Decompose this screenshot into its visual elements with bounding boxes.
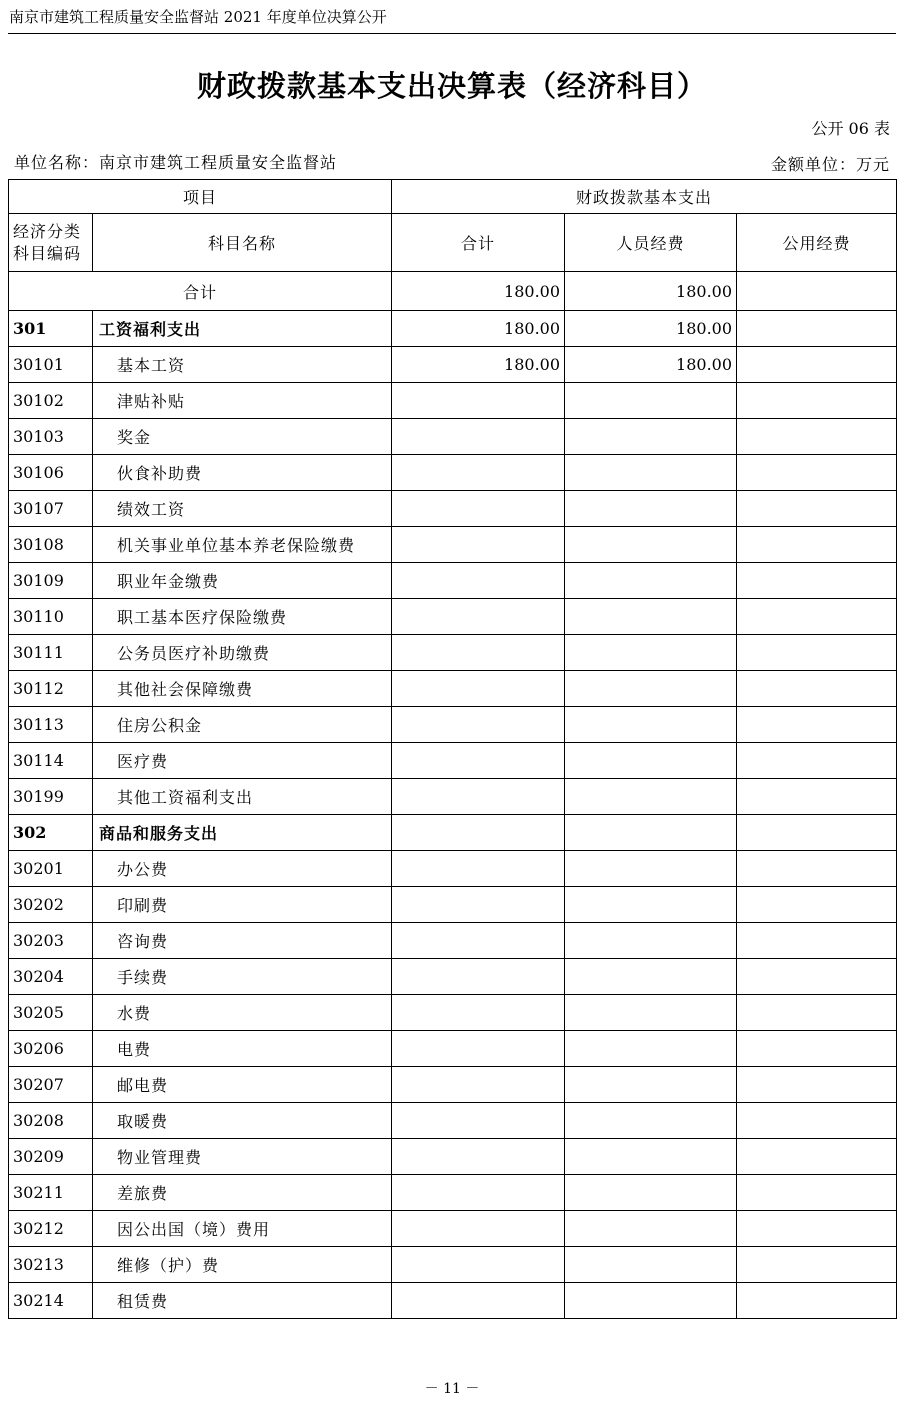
row-name: 机关事业单位基本养老保险缴费: [93, 527, 392, 563]
row-personnel: [565, 1067, 737, 1103]
header-public: 公用经费: [737, 214, 897, 272]
form-number: 公开 06 表: [811, 119, 890, 138]
row-code: 30113: [9, 707, 93, 743]
expenditure-table: [8, 179, 897, 1319]
row-public: [737, 707, 897, 743]
row-personnel: [565, 563, 737, 599]
row-public: [737, 419, 897, 455]
table-row: [9, 1103, 897, 1139]
row-code: 30203: [9, 923, 93, 959]
table-row: [9, 563, 897, 599]
row-code: 30207: [9, 1067, 93, 1103]
row-name: 工资福利支出: [93, 311, 392, 347]
row-public: [737, 1031, 897, 1067]
row-code: 30206: [9, 1031, 93, 1067]
row-name: 其他工资福利支出: [93, 779, 392, 815]
row-personnel: [565, 1175, 737, 1211]
header-name: 科目名称: [93, 214, 392, 272]
row-total: [392, 887, 565, 923]
row-public: [737, 491, 897, 527]
row-name: 职业年金缴费: [93, 563, 392, 599]
table-row: [9, 635, 897, 671]
row-code: 30107: [9, 491, 93, 527]
row-total: [392, 383, 565, 419]
table-row: [9, 347, 897, 383]
table-row: [9, 383, 897, 419]
row-code: 30199: [9, 779, 93, 815]
row-total: [392, 923, 565, 959]
row-code: 30201: [9, 851, 93, 887]
row-personnel: [565, 959, 737, 995]
row-total: [392, 1283, 565, 1319]
table-row: [9, 851, 897, 887]
row-personnel: [565, 1211, 737, 1247]
total-personnel: 180.00: [565, 272, 737, 311]
row-personnel: [565, 707, 737, 743]
row-code: 30212: [9, 1211, 93, 1247]
row-name: 邮电费: [93, 1067, 392, 1103]
row-personnel: [565, 383, 737, 419]
table-row: [9, 1139, 897, 1175]
row-public: [737, 815, 897, 851]
header-row-2: [9, 214, 897, 272]
unit-name: 单位名称：南京市建筑工程质量安全监督站: [14, 153, 338, 172]
row-code: 30101: [9, 347, 93, 383]
row-personnel: [565, 779, 737, 815]
row-public: [737, 743, 897, 779]
row-personnel: [565, 887, 737, 923]
table-row: [9, 527, 897, 563]
row-code: 30208: [9, 1103, 93, 1139]
row-total: [392, 599, 565, 635]
table-row: [9, 1031, 897, 1067]
table-row: [9, 455, 897, 491]
row-total: [392, 563, 565, 599]
row-code: 30205: [9, 995, 93, 1031]
row-total: [392, 1031, 565, 1067]
row-name: 因公出国（境）费用: [93, 1211, 392, 1247]
row-name: 物业管理费: [93, 1139, 392, 1175]
row-personnel: [565, 1283, 737, 1319]
row-public: [737, 311, 897, 347]
row-public: [737, 527, 897, 563]
row-personnel: [565, 1031, 737, 1067]
row-code: 30111: [9, 635, 93, 671]
row-total: [392, 671, 565, 707]
row-total: [392, 1139, 565, 1175]
row-name: 其他社会保障缴费: [93, 671, 392, 707]
header-basic-expenditure: 财政拨款基本支出: [392, 180, 897, 214]
row-code: 30211: [9, 1175, 93, 1211]
table-row: [9, 1247, 897, 1283]
row-public: [737, 887, 897, 923]
row-code: 30103: [9, 419, 93, 455]
row-total: [392, 851, 565, 887]
row-name: 取暖费: [93, 1103, 392, 1139]
row-public: [737, 1211, 897, 1247]
row-code: 302: [9, 815, 93, 851]
row-public: [737, 1139, 897, 1175]
row-public: [737, 1067, 897, 1103]
row-public: [737, 923, 897, 959]
row-code: 30106: [9, 455, 93, 491]
row-personnel: [565, 923, 737, 959]
row-total: [392, 1067, 565, 1103]
table-row: [9, 887, 897, 923]
row-personnel: [565, 671, 737, 707]
row-public: [737, 1175, 897, 1211]
row-code: 30114: [9, 743, 93, 779]
total-public: [737, 272, 897, 311]
running-header: 南京市建筑工程质量安全监督站 2021 年度单位决算公开: [9, 8, 387, 26]
row-personnel: [565, 815, 737, 851]
table-row: [9, 1211, 897, 1247]
row-total: 180.00: [392, 311, 565, 347]
row-total: [392, 959, 565, 995]
row-name: 手续费: [93, 959, 392, 995]
header-personnel: 人员经费: [565, 214, 737, 272]
table-row: [9, 959, 897, 995]
row-name: 印刷费: [93, 887, 392, 923]
row-name: 水费: [93, 995, 392, 1031]
row-total: [392, 1211, 565, 1247]
header-row-1: [9, 180, 897, 214]
table-row: [9, 779, 897, 815]
header-project: 项目: [9, 180, 392, 214]
row-code: 30213: [9, 1247, 93, 1283]
row-code: 30112: [9, 671, 93, 707]
row-public: [737, 995, 897, 1031]
row-public: [737, 347, 897, 383]
row-name: 绩效工资: [93, 491, 392, 527]
row-personnel: 180.00: [565, 311, 737, 347]
row-public: [737, 671, 897, 707]
row-personnel: [565, 743, 737, 779]
row-name: 电费: [93, 1031, 392, 1067]
row-total: [392, 707, 565, 743]
table-row: [9, 815, 897, 851]
row-total: [392, 995, 565, 1031]
row-total: [392, 455, 565, 491]
table-row: [9, 1067, 897, 1103]
row-public: [737, 959, 897, 995]
total-label: 合计: [9, 272, 392, 311]
row-name: 公务员医疗补助缴费: [93, 635, 392, 671]
row-name: 津贴补贴: [93, 383, 392, 419]
row-name: 伙食补助费: [93, 455, 392, 491]
row-code: 30102: [9, 383, 93, 419]
document-title: 财政拨款基本支出决算表（经济科目）: [196, 69, 707, 103]
row-name: 医疗费: [93, 743, 392, 779]
table-row: [9, 995, 897, 1031]
row-total: [392, 419, 565, 455]
row-total: [392, 779, 565, 815]
table-row: [9, 419, 897, 455]
total-row: [9, 272, 897, 311]
row-total: [392, 527, 565, 563]
header-divider: [8, 33, 896, 34]
row-personnel: [565, 1139, 737, 1175]
row-personnel: [565, 491, 737, 527]
row-code: 30109: [9, 563, 93, 599]
row-public: [737, 635, 897, 671]
table-row: [9, 1175, 897, 1211]
row-personnel: [565, 995, 737, 1031]
row-public: [737, 1283, 897, 1319]
row-personnel: [565, 1247, 737, 1283]
row-public: [737, 779, 897, 815]
money-unit: 金额单位：万元: [770, 155, 890, 174]
table-row: [9, 1283, 897, 1319]
row-personnel: [565, 419, 737, 455]
table-row: [9, 491, 897, 527]
row-name: 职工基本医疗保险缴费: [93, 599, 392, 635]
row-public: [737, 1103, 897, 1139]
row-personnel: [565, 635, 737, 671]
row-code: 30108: [9, 527, 93, 563]
table-row: [9, 671, 897, 707]
row-total: [392, 1175, 565, 1211]
row-public: [737, 1247, 897, 1283]
table-row: [9, 707, 897, 743]
row-personnel: 180.00: [565, 347, 737, 383]
total-amount: 180.00: [392, 272, 565, 311]
header-total: 合计: [392, 214, 565, 272]
row-total: [392, 491, 565, 527]
row-total: [392, 1247, 565, 1283]
row-total: [392, 815, 565, 851]
row-total: [392, 635, 565, 671]
row-personnel: [565, 599, 737, 635]
row-name: 咨询费: [93, 923, 392, 959]
row-code: 30204: [9, 959, 93, 995]
row-code: 30209: [9, 1139, 93, 1175]
row-name: 住房公积金: [93, 707, 392, 743]
page-number: － 11 －: [424, 1381, 480, 1397]
row-code: 30202: [9, 887, 93, 923]
row-code: 30110: [9, 599, 93, 635]
row-total: [392, 1103, 565, 1139]
row-personnel: [565, 527, 737, 563]
row-public: [737, 563, 897, 599]
row-total: 180.00: [392, 347, 565, 383]
row-public: [737, 383, 897, 419]
row-personnel: [565, 1103, 737, 1139]
row-personnel: [565, 455, 737, 491]
row-personnel: [565, 851, 737, 887]
row-name: 基本工资: [93, 347, 392, 383]
row-name: 租赁费: [93, 1283, 392, 1319]
row-public: [737, 455, 897, 491]
row-name: 差旅费: [93, 1175, 392, 1211]
row-total: [392, 743, 565, 779]
header-code: 经济分类科目编码: [9, 214, 93, 272]
row-name: 维修（护）费: [93, 1247, 392, 1283]
row-public: [737, 599, 897, 635]
row-name: 奖金: [93, 419, 392, 455]
row-code: 30214: [9, 1283, 93, 1319]
table-row: [9, 923, 897, 959]
row-name: 商品和服务支出: [93, 815, 392, 851]
row-code: 301: [9, 311, 93, 347]
table-row: [9, 311, 897, 347]
table-row: [9, 743, 897, 779]
row-name: 办公费: [93, 851, 392, 887]
row-public: [737, 851, 897, 887]
table-row: [9, 599, 897, 635]
